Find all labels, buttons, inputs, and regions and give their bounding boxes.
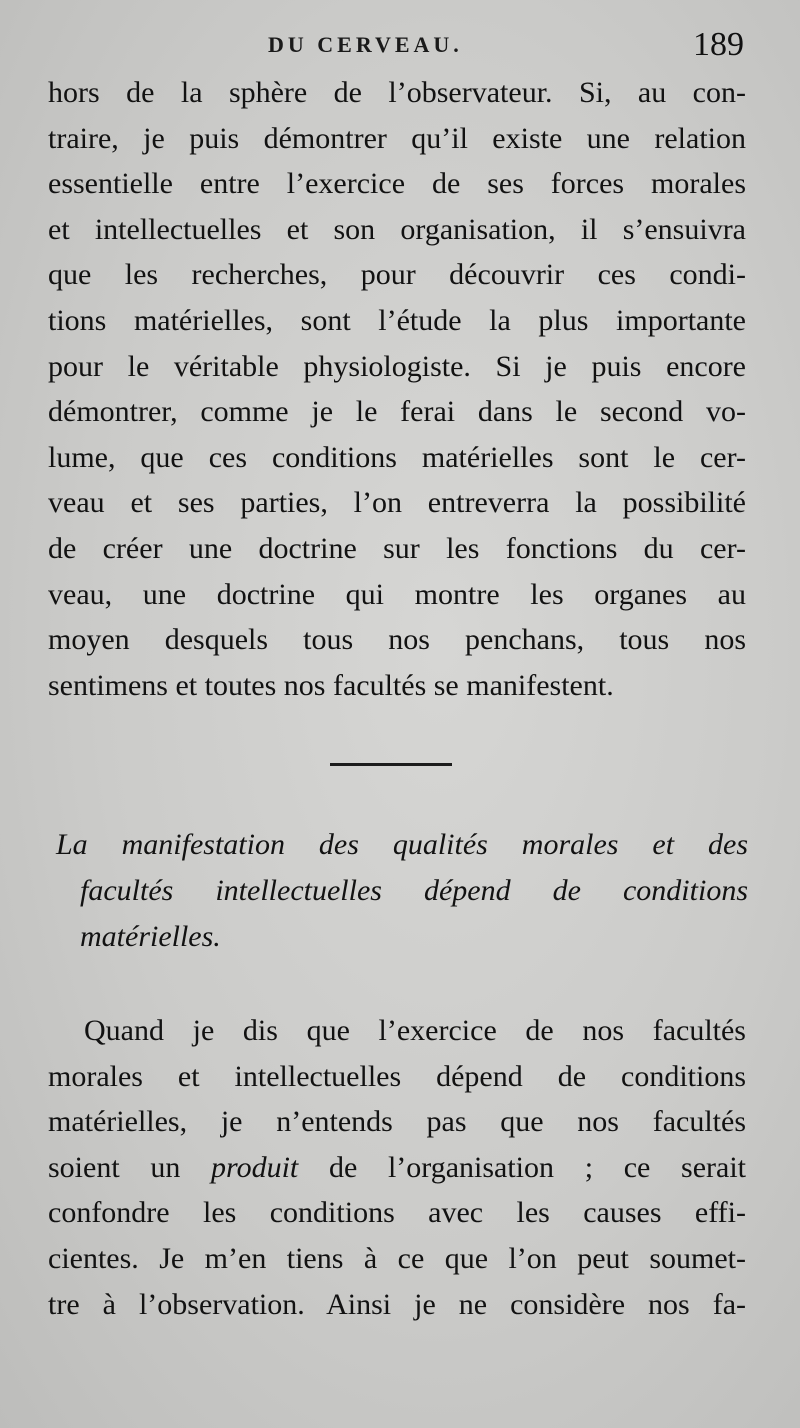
text-line: matérielles, je n’entends pas que nos facultés — [48, 1105, 746, 1139]
running-head: DU CERVEAU. — [268, 32, 463, 57]
heading-line: facultés intellectuelles dépend de conditions — [80, 874, 748, 907]
italic-word: produit — [211, 1150, 299, 1184]
text-line: cientes. Je m’en tiens à ce que l’on peut soumet- — [48, 1241, 746, 1275]
text-line: confondre les conditions avec les causes effi- — [48, 1196, 746, 1230]
text-line: lume, que ces conditions matérielles sont le cer- — [48, 440, 746, 474]
text-line: démontrer, comme je le ferai dans le second vo- — [48, 395, 746, 429]
line-segment: de l’organisation ; ce serait — [298, 1150, 746, 1184]
section-divider-rule — [330, 763, 452, 766]
text-line: de créer une doctrine sur les fonctions du cer- — [48, 531, 746, 565]
text-line: Quand je dis que l’exercice de nos facultés — [84, 1014, 746, 1047]
text-line: tre à l’observation. Ainsi je ne considère nos fa- — [48, 1287, 746, 1321]
line-segment: soient un — [48, 1150, 212, 1184]
paragraph-2 — [48, 1008, 746, 1327]
text-line: essentielle entre l’exercice de ses forces morales — [48, 167, 746, 201]
page-header — [48, 26, 748, 66]
text-line — [48, 1145, 746, 1191]
text-line: veau, une doctrine qui montre les organes au — [48, 577, 746, 611]
text-line: que les recherches, pour découvrir ces condi- — [48, 258, 746, 292]
text-line: et intellectuelles et son organisation, il s’ensuivra — [48, 212, 746, 246]
text-line: tions matérielles, sont l’étude la plus importante — [48, 303, 746, 337]
text-line: sentimens et toutes nos facultés se manifestent. — [48, 668, 614, 702]
page-number: 189 — [693, 26, 744, 63]
text-line: traire, je puis démontrer qu’il existe une relation — [48, 121, 746, 155]
text-line: veau et ses parties, l’on entreverra la possibilité — [48, 486, 746, 520]
text-line: pour le véritable physiologiste. Si je puis encore — [48, 349, 746, 383]
text-line: moyen desquels tous nos penchans, tous nos — [48, 623, 746, 657]
text-line: hors de la sphère de l’observateur. Si, au con- — [48, 76, 746, 109]
paragraph-1 — [48, 70, 746, 708]
heading-line: La manifestation des qualités morales et des — [56, 828, 748, 861]
text-line: morales et intellectuelles dépend de conditions — [48, 1059, 746, 1093]
heading-line: matérielles. — [80, 920, 221, 953]
section-heading — [56, 822, 748, 960]
